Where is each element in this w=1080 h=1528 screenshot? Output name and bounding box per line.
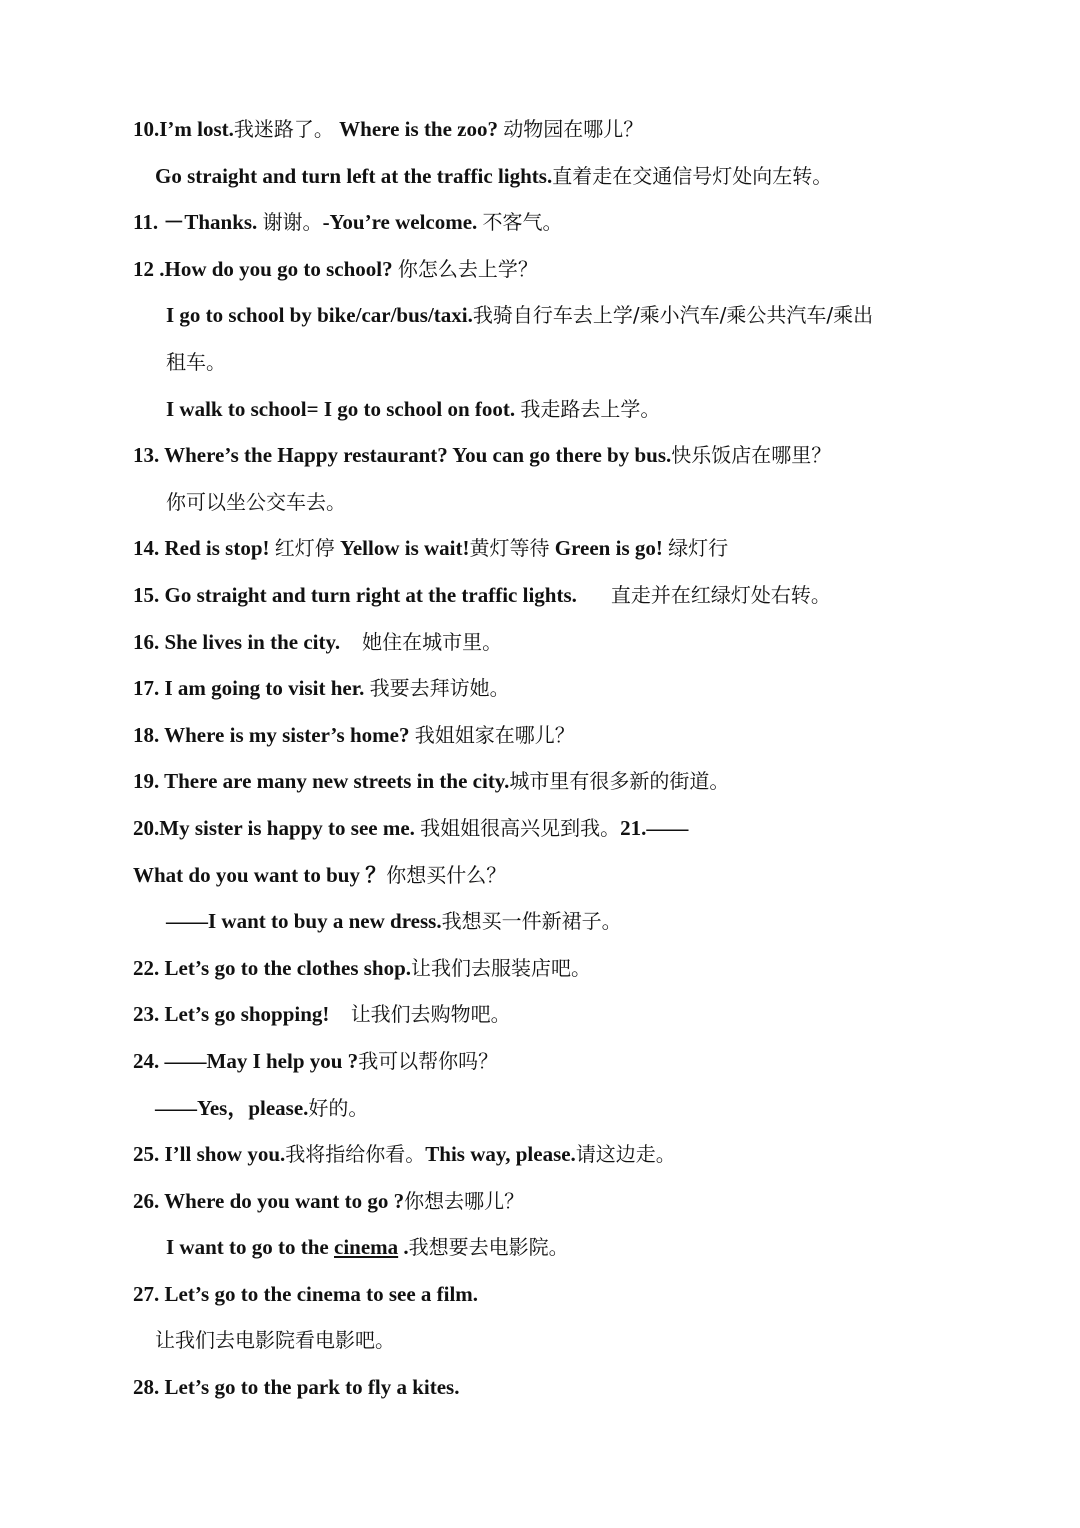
sentence-text: Yellow is wait! xyxy=(334,536,470,560)
sentence-translation: 我姐姐家在哪儿？ xyxy=(414,723,575,747)
sentence-text: 16. She lives in the city. xyxy=(133,630,341,654)
sentence-text: 27. Let’s go to the cinema to see a film. xyxy=(133,1282,479,1306)
sentence-text: ——Yes，please. xyxy=(155,1096,309,1120)
sentence-translation: 我想要去电影院。 xyxy=(408,1235,569,1259)
sentence-20 xyxy=(133,813,688,843)
sentence-translation: 黄灯等待 xyxy=(469,536,550,560)
underlined-word: cinema xyxy=(334,1235,399,1259)
sentence-13-cont xyxy=(166,487,346,517)
sentence-translation: 直着走在交通信号灯处向左转。 xyxy=(552,164,833,188)
sentence-translation: 你可以坐公交车去。 xyxy=(166,490,346,514)
sentence-text: 11. －Thanks. xyxy=(133,210,263,234)
sentence-text: 12 .How do you go to school? xyxy=(133,257,398,281)
sentence-translation: 请这边走。 xyxy=(575,1142,676,1166)
sentence-translation: 你想去哪儿？ xyxy=(404,1189,525,1213)
sentence-text: 19. There are many new streets in the city. xyxy=(133,769,510,793)
sentence-text: 13. Where’s the Happy restaurant? You can go there by bus. xyxy=(133,443,672,467)
sentence-translation: 城市里有很多新的街道。 xyxy=(509,769,730,793)
sentence-translation: 你怎么去上学？ xyxy=(397,257,538,281)
sentence-translation: 谢谢。 xyxy=(262,210,323,234)
sentence-13 xyxy=(133,440,831,470)
sentence-translation: 好的。 xyxy=(308,1096,369,1120)
sentence-18 xyxy=(133,720,575,750)
sentence-translation: 红灯停 xyxy=(274,536,335,560)
sentence-translation: 她住在城市里。 xyxy=(362,630,503,654)
sentence-12-answer-cont xyxy=(166,347,226,377)
sentence-translation: 我迷路了。 xyxy=(233,117,334,141)
sentence-text: 15. Go straight and turn right at the traffic lights. xyxy=(133,583,577,607)
sentence-21-answer xyxy=(166,906,622,936)
sentence-translation: 让我们去服装店吧。 xyxy=(411,956,592,980)
sentence-translation: 我骑自行车去上学/乘小汽车/乘公共汽车/乘出 xyxy=(472,303,874,327)
sentence-translation: 让我们去电影院看电影吧。 xyxy=(155,1328,395,1352)
sentence-15 xyxy=(133,580,831,610)
sentence-text: What do you want to buy ？ xyxy=(133,863,387,887)
sentence-text: This way, please. xyxy=(425,1142,576,1166)
sentence-translation: 我想买一件新裙子。 xyxy=(441,909,622,933)
sentence-27-translation xyxy=(155,1325,395,1355)
sentence-text: 18. Where is my sister’s home? xyxy=(133,723,415,747)
sentence-24 xyxy=(133,1046,498,1076)
sentence-17 xyxy=(133,673,510,703)
sentence-text: -You’re welcome. xyxy=(322,210,483,234)
sentence-19 xyxy=(133,766,729,796)
sentence-11 xyxy=(133,207,563,237)
sentence-26 xyxy=(133,1186,524,1216)
sentence-translation: 租车。 xyxy=(166,350,226,374)
sentence-text: 28. Let’s go to the park to fly a kites. xyxy=(133,1375,460,1399)
sentence-text: 25. I’ll show you. xyxy=(133,1142,286,1166)
sentence-text: 22. Let’s go to the clothes shop. xyxy=(133,956,412,980)
sentence-translation: 我要去拜访她。 xyxy=(369,676,510,700)
sentence-text: 26. Where do you want to go ? xyxy=(133,1189,405,1213)
sentence-text: I want to go to the xyxy=(166,1235,334,1259)
sentence-28 xyxy=(133,1372,459,1402)
sentence-text: 17. I am going to visit her. xyxy=(133,676,370,700)
sentence-text: 20.My sister is happy to see me. xyxy=(133,816,421,840)
sentence-translation: 不客气。 xyxy=(482,210,563,234)
sentence-text: Green is go! xyxy=(549,536,669,560)
sentence-24-answer xyxy=(155,1093,368,1123)
sentence-27 xyxy=(133,1279,478,1309)
sentence-25 xyxy=(133,1139,676,1169)
sentence-translation: 我将指给你看。 xyxy=(285,1142,426,1166)
sentence-translation: 让我们去购物吧。 xyxy=(350,1002,511,1026)
sentence-text: I go to school by bike/car/bus/taxi. xyxy=(166,303,473,327)
sentence-translation: 直走并在红绿灯处右转。 xyxy=(610,583,831,607)
sentence-text: Go straight and turn left at the traffic lights. xyxy=(155,164,553,188)
sentence-translation: 我走路去上学。 xyxy=(520,397,661,421)
sentence-text: Where is the zoo? xyxy=(339,117,504,141)
sentence-text: 10.I’m lost. xyxy=(133,117,234,141)
sentence-12-answer xyxy=(166,300,873,330)
sentence-translation: 我姐姐很高兴见到我。 xyxy=(420,816,621,840)
sentence-12 xyxy=(133,254,538,284)
sentence-text: I walk to school= I go to school on foot. xyxy=(166,397,521,421)
sentence-text: 23. Let’s go shopping! xyxy=(133,1002,335,1026)
sentence-translation: 我可以帮你吗？ xyxy=(358,1049,499,1073)
sentence-10 xyxy=(133,114,643,144)
sentence-23 xyxy=(133,999,511,1029)
sentence-translation: 绿灯行 xyxy=(668,536,729,560)
sentence-text: 14. Red is stop! xyxy=(133,536,275,560)
sentence-text: . xyxy=(398,1235,409,1259)
sentence-10-answer xyxy=(155,161,832,191)
sentence-21 xyxy=(133,860,506,890)
sentence-translation: 快乐饭店在哪里？ xyxy=(671,443,832,467)
sentence-translation: 你想买什么？ xyxy=(386,863,507,887)
sentence-26-answer xyxy=(166,1232,569,1262)
sentence-16 xyxy=(133,627,502,657)
sentence-text: 21.—— xyxy=(620,816,689,840)
sentence-12-answer-2 xyxy=(166,394,660,424)
sentence-translation: 动物园在哪儿？ xyxy=(503,117,644,141)
sentence-14 xyxy=(133,533,728,563)
sentence-text: ——I want to buy a new dress. xyxy=(166,909,442,933)
sentence-22 xyxy=(133,953,591,983)
sentence-text: 24. ——May I help you ? xyxy=(133,1049,359,1073)
